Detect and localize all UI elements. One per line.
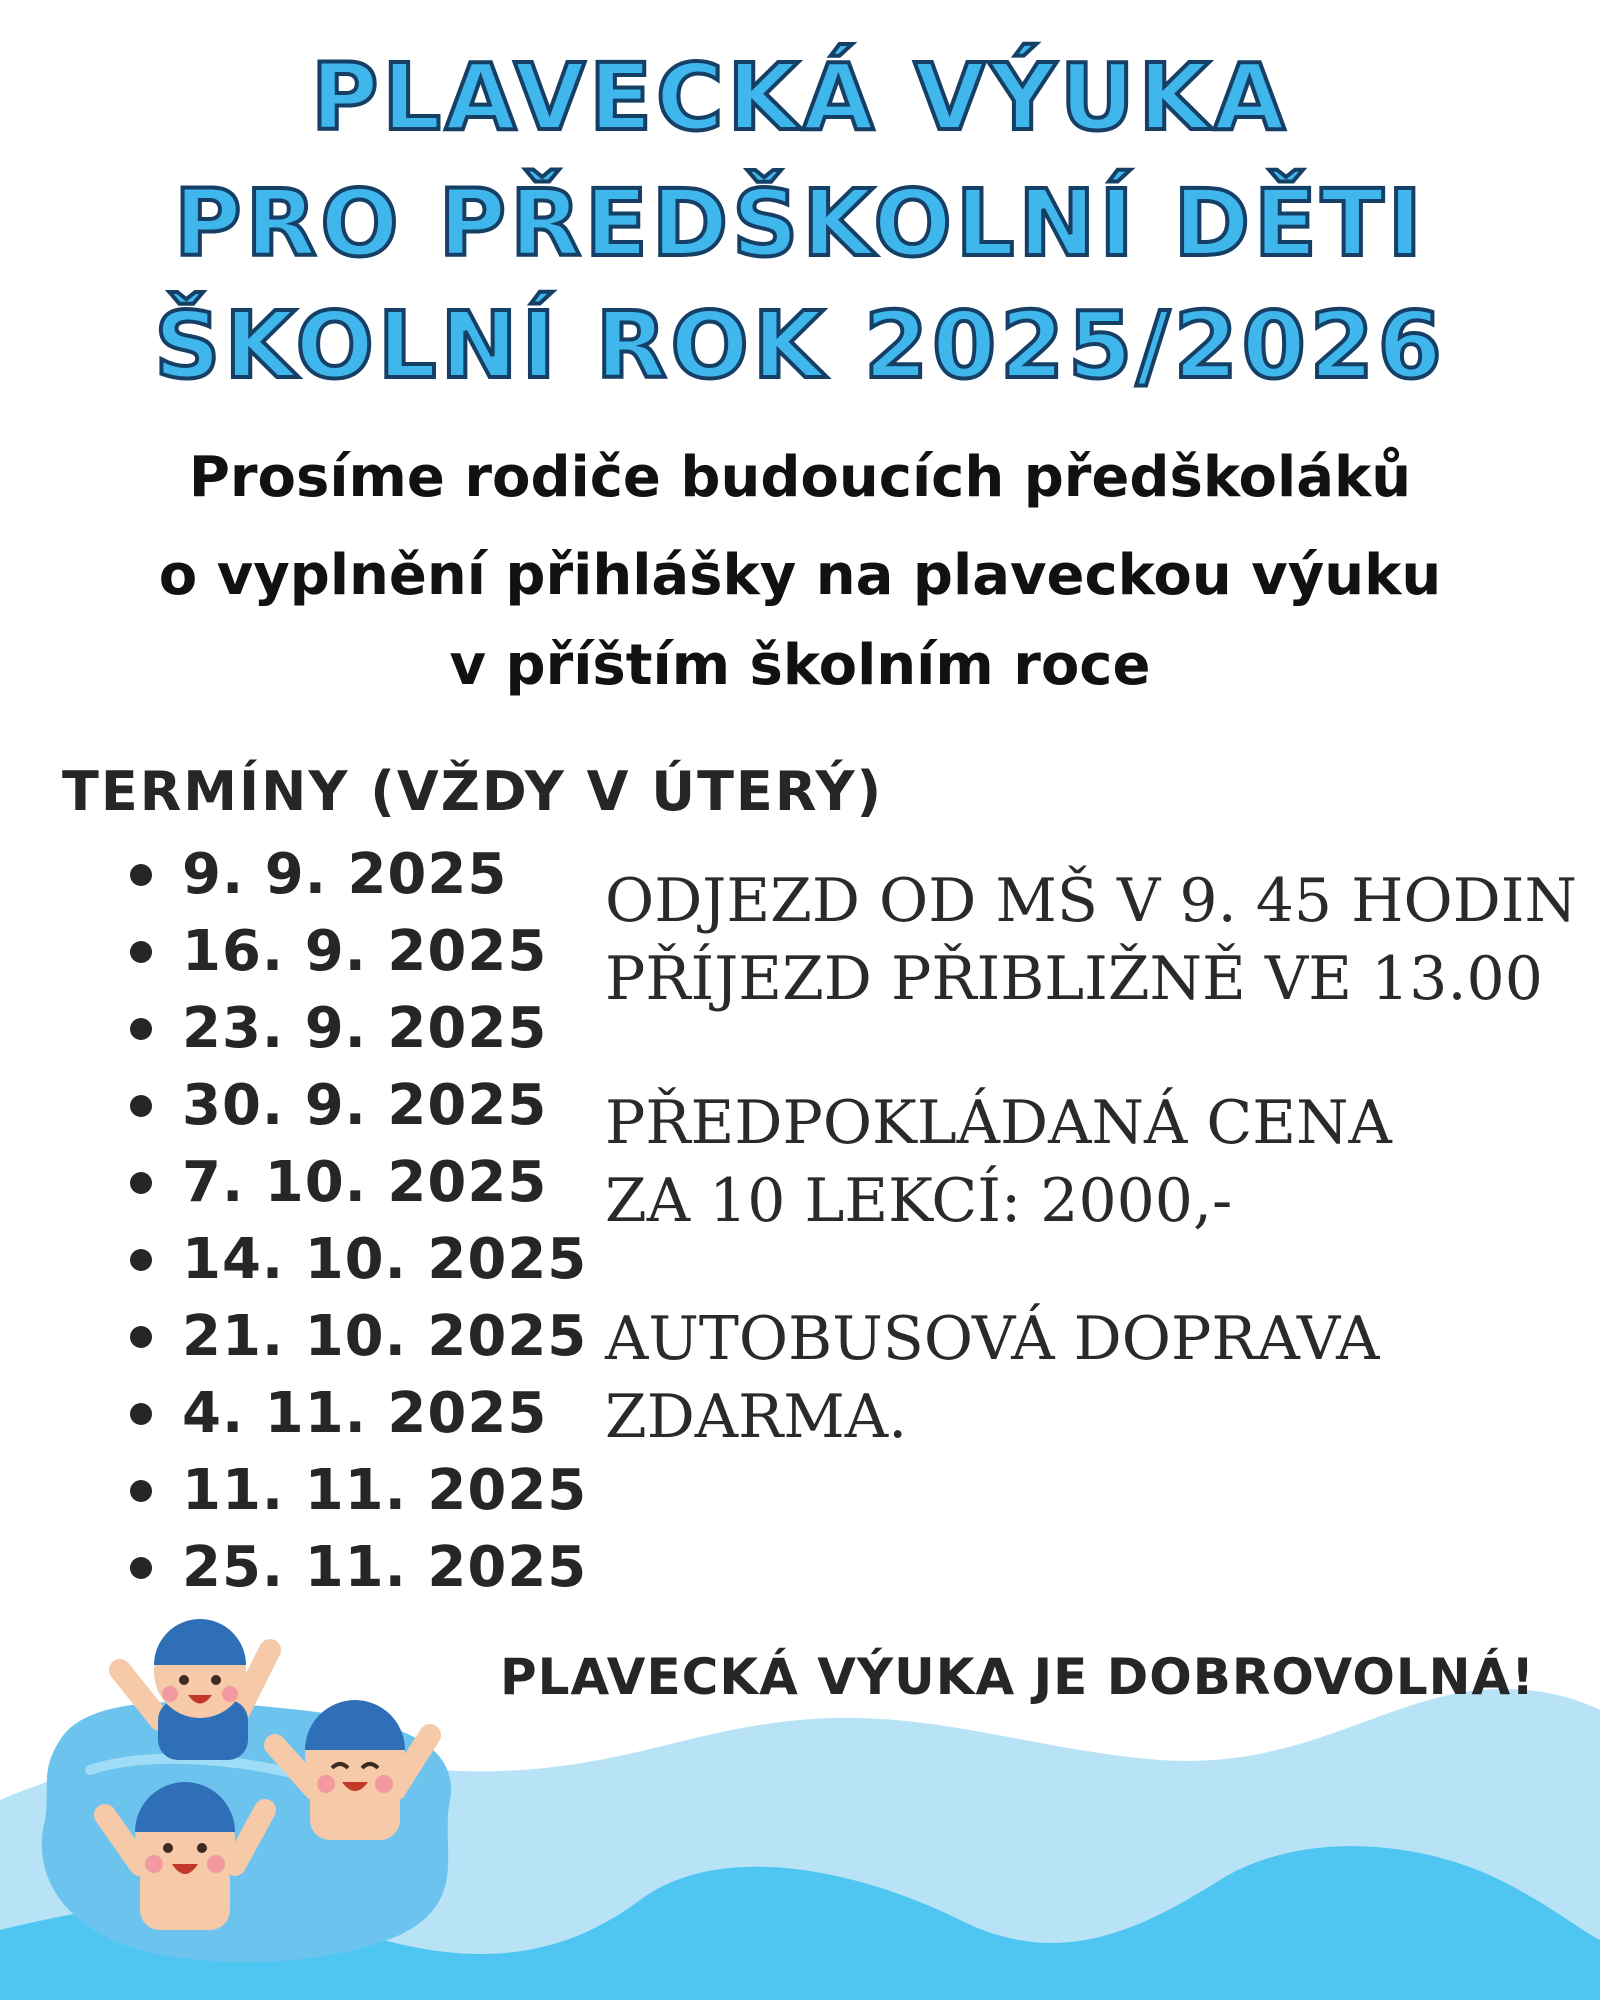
date-list: [130, 836, 587, 1606]
bullet-icon: [130, 1403, 152, 1425]
title-line-2: PRO PŘEDŠKOLNÍ DĚTI: [174, 170, 1426, 277]
list-item: [130, 1067, 587, 1144]
date-label: 4. 11. 2025: [182, 1381, 548, 1446]
bullet-icon: [130, 1249, 152, 1271]
date-label: 25. 11. 2025: [182, 1535, 588, 1600]
date-label: 11. 11. 2025: [182, 1458, 588, 1523]
list-item: [130, 990, 587, 1067]
departure-text: ODJEZD OD MŠ V 9. 45 HODIN: [605, 866, 1577, 936]
price-line-1: PŘEDPOKLÁDANÁ CENA: [605, 1088, 1392, 1158]
transport-info: [605, 1300, 1379, 1456]
transport-line-1: AUTOBUSOVÁ DOPRAVA: [605, 1304, 1380, 1374]
voluntary-notice: PLAVECKÁ VÝUKA JE DOBROVOLNÁ!: [500, 1648, 1536, 1706]
swimming-children-illustration: [42, 1619, 451, 1962]
bullet-icon: [130, 1095, 152, 1117]
bullet-icon: [130, 941, 152, 963]
bullet-icon: [130, 1018, 152, 1040]
list-item: [130, 836, 587, 913]
list-item: [130, 1298, 587, 1375]
bullet-icon: [130, 1557, 152, 1579]
bullet-icon: [130, 1480, 152, 1502]
date-label: 23. 9. 2025: [182, 996, 548, 1061]
bullet-icon: [130, 864, 152, 886]
date-label: 9. 9. 2025: [182, 842, 508, 907]
title-line-1: PLAVECKÁ VÝUKA: [310, 44, 1290, 151]
list-item: [130, 1221, 587, 1298]
list-item: [130, 913, 587, 990]
transport-line-2: ZDARMA.: [605, 1382, 908, 1452]
intro-line-1: Prosíme rodiče budoucích předškoláků: [188, 445, 1412, 510]
price-line-2: ZA 10 LEKCÍ: 2000,-: [605, 1166, 1233, 1236]
list-item: [130, 1375, 587, 1452]
list-item: [130, 1144, 587, 1221]
title-line-3: ŠKOLNÍ ROK 2025/2026: [154, 292, 1446, 399]
date-label: 14. 10. 2025: [182, 1227, 588, 1292]
date-label: 30. 9. 2025: [182, 1073, 548, 1138]
departure-info: [605, 862, 1577, 1018]
arrival-text: PŘÍJEZD PŘIBLIŽNĚ VE 13.00: [605, 944, 1543, 1014]
bullet-icon: [130, 1172, 152, 1194]
schedule-heading: TERMÍNY (VŽDY V ÚTERÝ): [62, 760, 884, 823]
date-label: 7. 10. 2025: [182, 1150, 548, 1215]
bullet-icon: [130, 1326, 152, 1348]
date-label: 16. 9. 2025: [182, 919, 548, 984]
intro-line-3: v příštím školním roce: [449, 633, 1151, 698]
price-info: [605, 1084, 1392, 1240]
date-label: 21. 10. 2025: [182, 1304, 588, 1369]
list-item: [130, 1529, 587, 1606]
intro-line-2: o vyplnění přihlášky na plaveckou výuku: [158, 543, 1442, 608]
list-item: [130, 1452, 587, 1529]
